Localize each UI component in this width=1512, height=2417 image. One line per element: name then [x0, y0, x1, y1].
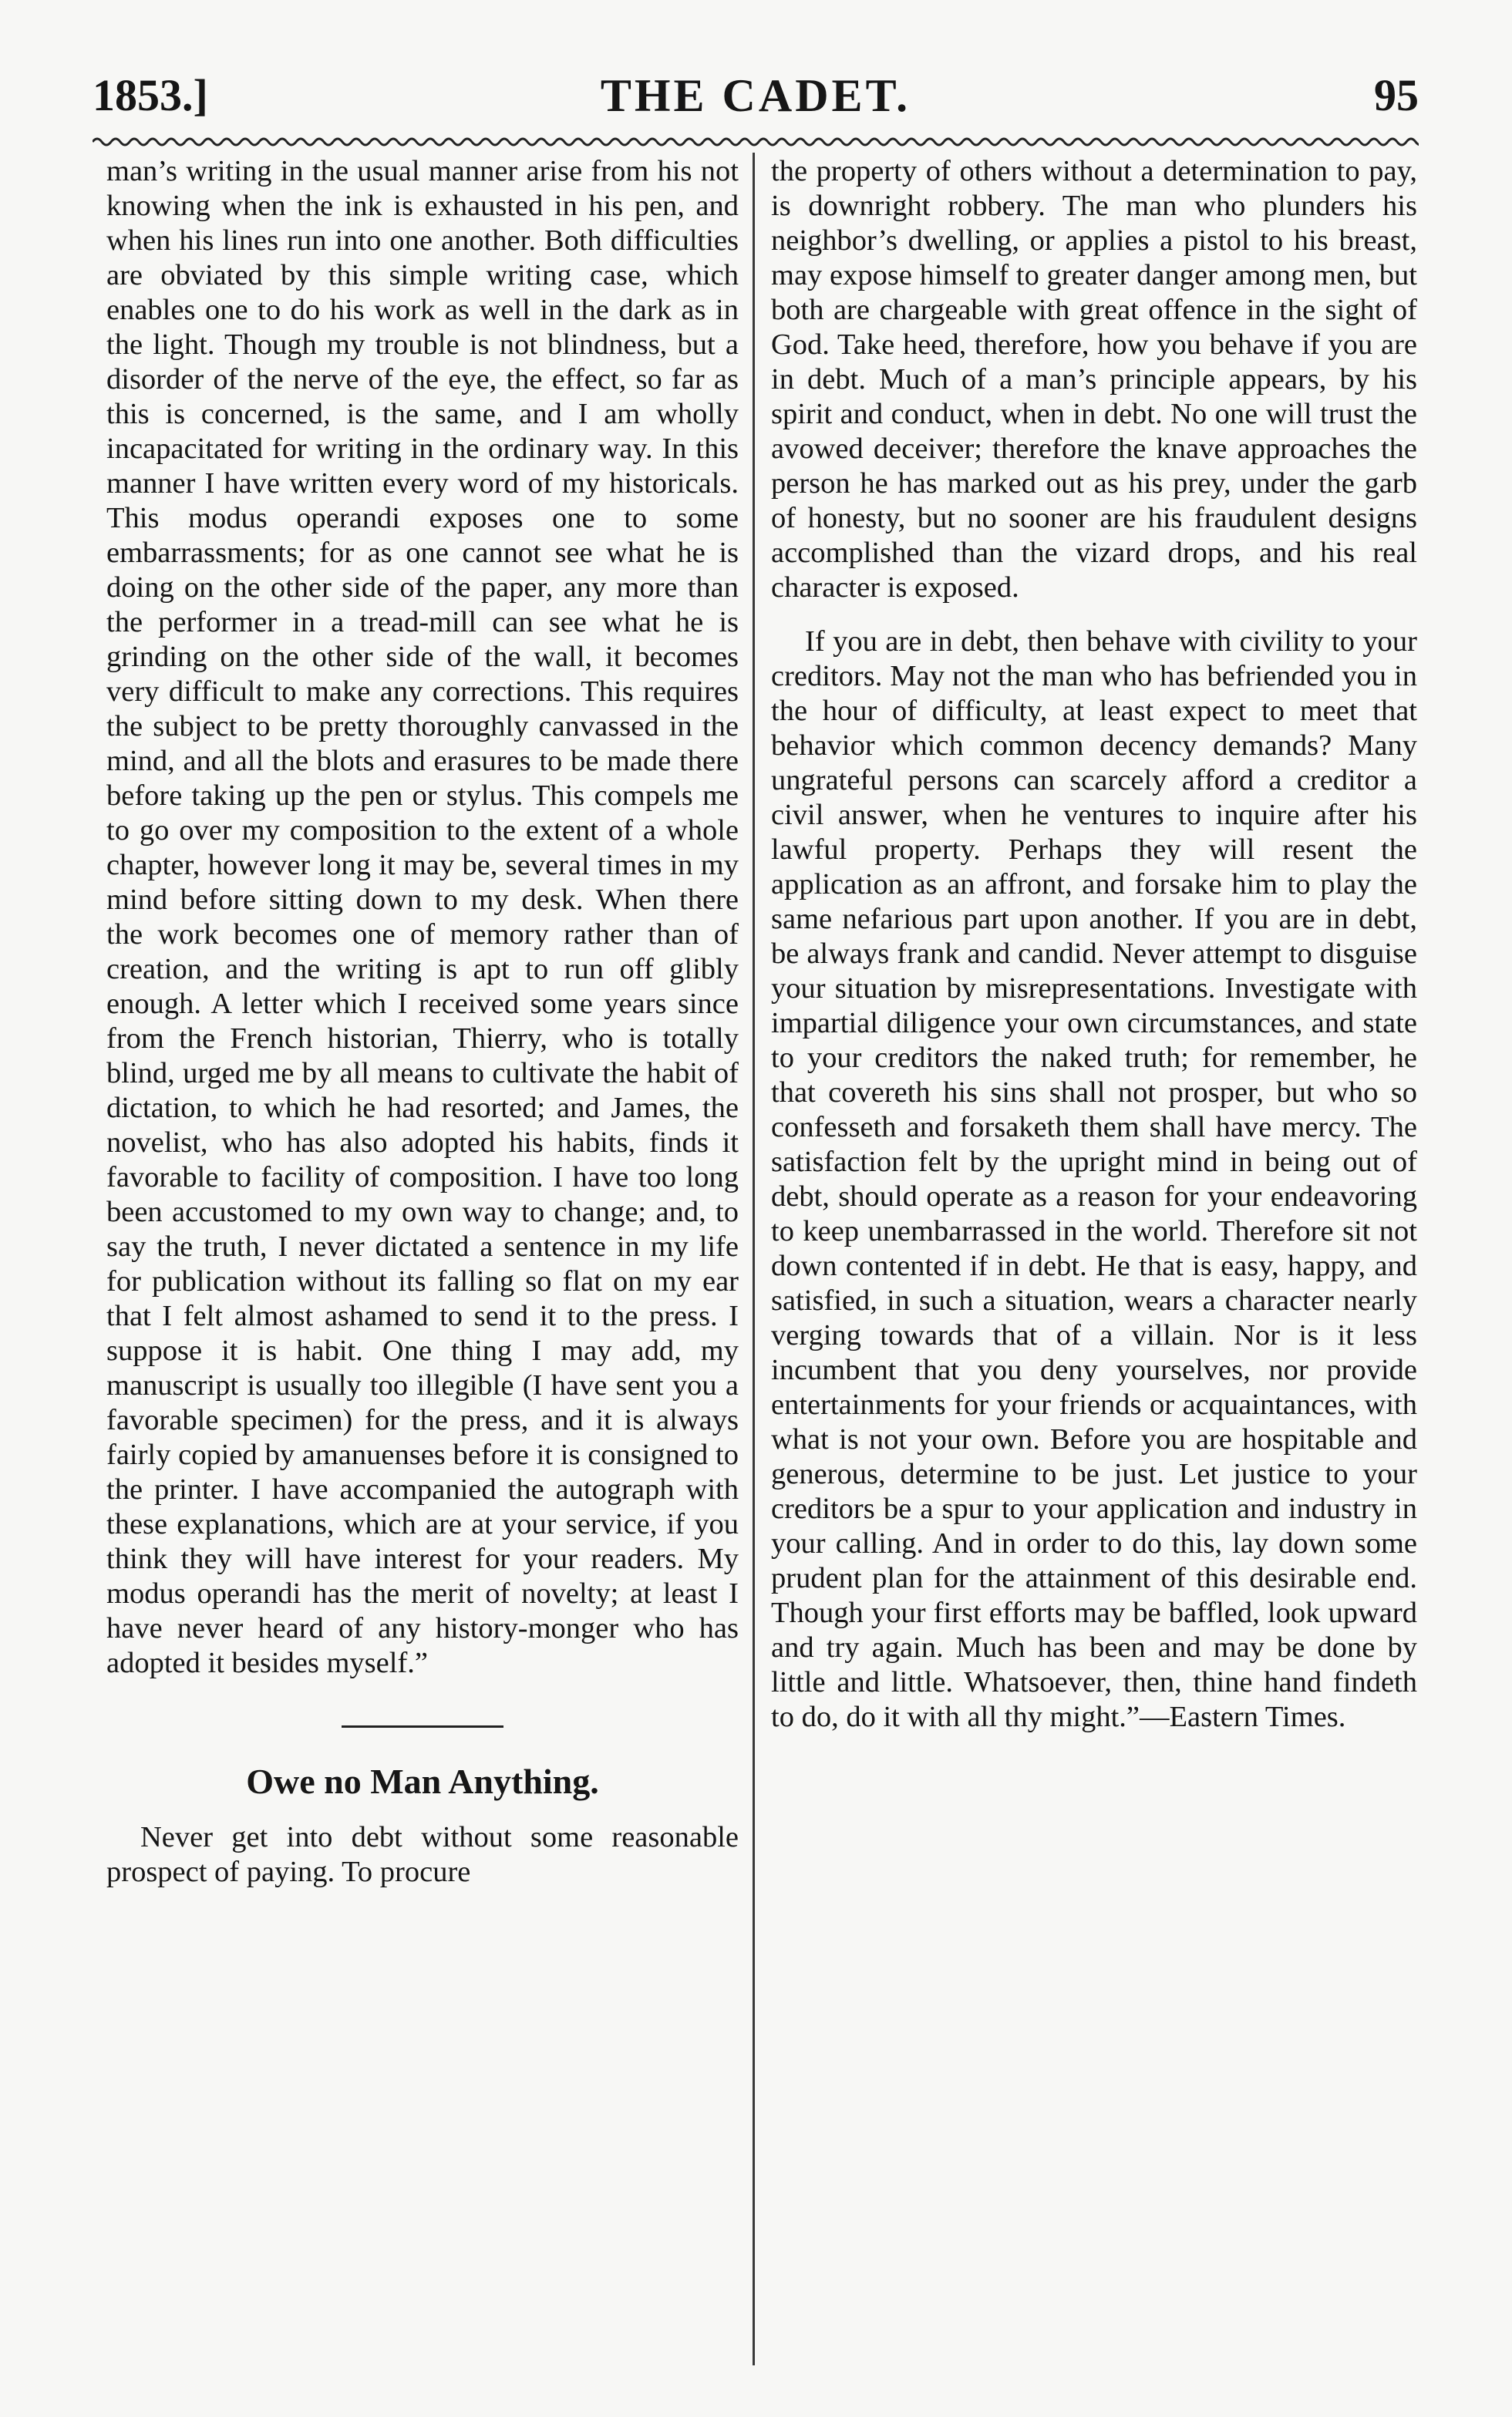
- article-heading: Owe no Man Anything.: [246, 1762, 599, 1801]
- article-paragraph-2: If you are in debt, then behave with civility to your creditors. May not the man who has befriended you in the hour of difficulty, at least expect to meet that behavior which common decency demands? Many ungrateful persons can scarcely afford a creditor a civil answer, when he ventures to inquire after his lawful property. Perhaps they will resent the application as an affront, and forsake him to play the same nefarious part upon another. If you are in debt, be always frank and candid. Never attempt to disguise your situation by misrepresentations. Investigate with impartial diligence your own circumstances, and state to your creditors the naked truth; for remember, he that covereth his sins shall not prosper, but who so confesseth and forsaketh them shall have mercy. The satisfaction felt by the upright mind in being out of debt, should operate as a reason for your endeavoring to keep unembarrassed in the world. Therefore sit not down contented if in debt. He that is easy, happy, and satisfied, in such a situation, wears a character nearly verging towards that of a villain. Nor is it less incumbent that you deny yourselves, nor provide entertainments for your friends or acquaintances, with what is not your own. Before you are hospitable and generous, determine to be just. Let justice to your creditors be a spur to your application and industry in your calling. And in order to do this, lay down some prudent plan for the attainment of this desirable end. Though your first efforts may be baffled, look upward and try again. Much has been and may be done by little and little. Whatsoever, then, thine hand findeth to do, do it with all thy might.”—Eastern Times.: [771, 625, 1417, 1733]
- section-separator-rule: [342, 1725, 503, 1728]
- header-page-number: 95: [1374, 70, 1419, 120]
- left-column: [106, 154, 739, 1890]
- header-wavy-rule: [93, 133, 1419, 151]
- header-title: THE CADET.: [600, 70, 911, 121]
- header-year: 1853.]: [93, 70, 208, 120]
- article-paragraph-1: the property of others without a determination to pay, is downright robbery. The man who plunders his neighbor’s dwelling, or applies a pistol to his breast, may expose himself to greater danger among men, but both are chargeable with great offence in the sight of God. Take heed, therefore, how you behave if you are in debt. Much of a man’s principle appears, by his spirit and conduct, when in debt. No one will trust the avowed deceiver; therefore the knave approaches the person he has marked out as his prey, under the garb of honesty, but no sooner are his fraudulent designs accomplished than the vizard drops, and his real character is exposed.: [771, 155, 1417, 604]
- page-header: [93, 69, 1419, 131]
- article-intro-paragraph: Never get into debt without some reasonable prospect of paying. To procure: [106, 1821, 739, 1888]
- column-divider: [753, 153, 755, 2365]
- right-column: [771, 154, 1417, 1735]
- letter-continued-paragraph: man’s writing in the usual manner arise from his not knowing when the ink is exhausted in his pen, and when his lines run into one another. Both difficulties are obviated by this simple writing case, which enables one to do his work as well in the dark as in the light. Though my trouble is not blindness, but a disorder of the nerve of the eye, the effect, so far as this is concerned, is the same, and I am wholly incapacitated for writing in the ordinary way. In this manner I have written every word of my historicals. This modus operandi exposes one to some embarrassments; for as one cannot see what he is doing on the other side of the paper, any more than the performer in a tread-mill can see what he is grinding on the other side of the wall, it becomes very difficult to make any corrections. This requires the subject to be pretty thoroughly canvassed in the mind, and all the blots and erasures to be made there before taking up the pen or stylus. This compels me to go over my composition to the extent of a whole chapter, however long it may be, several times in my mind before sitting down to my desk. When there the work becomes one of memory rather than of creation, and the writing is apt to run off glibly enough. A letter which I received some years since from the French historian, Thierry, who is totally blind, urged me by all means to cultivate the habit of dictation, to which he had resorted; and James, the novelist, who has also adopted his habits, finds it favorable to facility of composition. I have too long been accustomed to my own way to change; and, to say the truth, I never dictated a sentence in my life for publication without its falling so flat on my ear that I felt almost ashamed to send it to the press. I suppose it is habit. One thing I may add, my manuscript is usually too illegible (I have sent you a favorable specimen) for the press, and it is always fairly copied by amanuenses before it is consigned to the printer. I have accompanied the autograph with these explanations, which are at your service, if you think they will have interest for your readers. My modus operandi has the merit of novelty; at least I have never heard of any history-monger who has adopted it besides myself.”: [106, 155, 739, 1679]
